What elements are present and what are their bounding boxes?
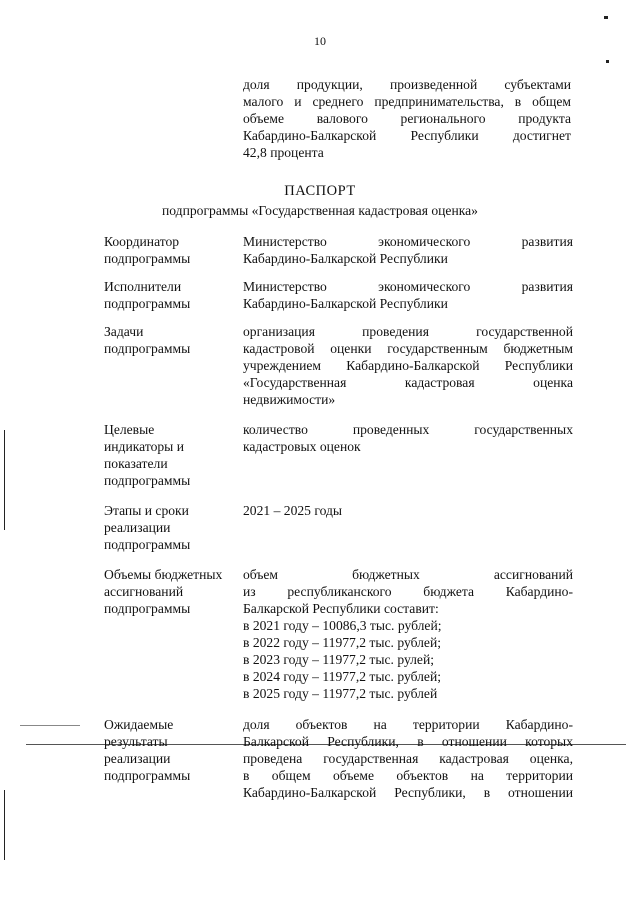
value-line: Балкарской Республики составит:	[243, 601, 439, 616]
label-line: показатели	[104, 456, 168, 471]
value-line: в 2021 году – 10086,3 тыс. рублей;	[243, 618, 442, 633]
scan-mark-left-edge	[4, 430, 5, 530]
label-line: ассигнований	[104, 584, 184, 599]
value-line: «Государственная кадастровая оценка	[243, 375, 573, 390]
row-label-executors	[104, 278, 244, 312]
value-line: 2021 – 2025 годы	[243, 503, 343, 518]
row-label-tasks	[104, 323, 244, 357]
label-line: подпрограммы	[104, 341, 191, 356]
row-label-indicators	[104, 421, 244, 489]
passport-subtitle: подпрограммы «Государственная кадастровая оценка»	[162, 203, 478, 218]
intro-line: доля продукции, произведенной субъектами	[243, 77, 571, 92]
value-line: кадастровых оценок	[243, 439, 361, 454]
label-line: подпрограммы	[104, 473, 191, 488]
value-line: организация проведения государственной	[243, 324, 573, 339]
value-line: Кабардино-Балкарской Республики, в отношении	[243, 785, 573, 800]
row-label-results	[104, 716, 244, 784]
row-value-results	[243, 716, 573, 801]
label-line: индикаторы и	[104, 439, 184, 454]
label-line: реализации	[104, 751, 171, 766]
value-line: в 2022 году – 11977,2 тыс. рублей;	[243, 635, 442, 650]
value-line: количество проведенных государственных	[243, 422, 573, 437]
value-line: Министерство экономического развития	[243, 234, 573, 249]
label-line: Ожидаемые	[104, 717, 174, 732]
passport-title: ПАСПОРТ	[284, 183, 356, 199]
value-line: Балкарской Республики, в отношении которых	[243, 734, 573, 749]
value-line: учреждением Кабардино-Балкарской Республики	[243, 358, 573, 373]
label-line: Объемы бюджетных	[104, 567, 223, 582]
value-line: в 2024 году – 11977,2 тыс. рублей;	[243, 669, 442, 684]
row-label-coordinator	[104, 233, 244, 267]
scan-mark-top-right	[604, 16, 608, 19]
value-line: Кабардино-Балкарской Республики	[243, 296, 448, 311]
label-line: Координатор	[104, 234, 180, 249]
row-value-budget	[243, 566, 573, 702]
scan-mark-top-right-2	[606, 60, 609, 63]
intro-line: малого и среднего предпринимательства, в общем	[243, 94, 571, 109]
label-line: Этапы и сроки	[104, 503, 189, 518]
value-line: проведена государственная кадастровая оценка,	[243, 751, 573, 766]
scan-mark-left-edge-2	[4, 790, 5, 860]
row-value-stages	[243, 502, 573, 519]
value-line: недвижимости»	[243, 392, 336, 407]
label-line: результаты	[104, 734, 168, 749]
label-line: подпрограммы	[104, 537, 191, 552]
row-value-executors	[243, 278, 573, 312]
value-line: в 2023 году – 11977,2 тыс. рулей;	[243, 652, 435, 667]
value-line: Министерство экономического развития	[243, 279, 573, 294]
value-line: в общем объеме объектов на территории	[243, 768, 573, 783]
label-line: реализации	[104, 520, 171, 535]
intro-paragraph	[243, 76, 571, 161]
row-label-budget	[104, 566, 244, 617]
label-line: Задачи	[104, 324, 144, 339]
value-line: кадастровой оценки государственным бюджетным	[243, 341, 573, 356]
page-number: 10	[314, 34, 326, 48]
row-value-coordinator	[243, 233, 573, 267]
row-label-stages	[104, 502, 244, 553]
label-line: подпрограммы	[104, 768, 191, 783]
label-line: Целевые	[104, 422, 155, 437]
label-line: подпрограммы	[104, 601, 191, 616]
value-line: в 2025 году – 11977,2 тыс. рублей	[243, 686, 438, 701]
intro-line: объеме валового регионального продукта	[243, 111, 571, 126]
row-value-indicators	[243, 421, 573, 455]
value-line: из республиканского бюджета Кабардино-	[243, 584, 573, 599]
value-line: Кабардино-Балкарской Республики	[243, 251, 448, 266]
row-value-tasks	[243, 323, 573, 408]
label-line: подпрограммы	[104, 251, 191, 266]
intro-line: Кабардино-Балкарской Республики достигнет	[243, 128, 571, 143]
scan-strike-line-2	[20, 725, 80, 726]
intro-line: 42,8 процента	[243, 145, 324, 160]
label-line: подпрограммы	[104, 296, 191, 311]
value-line: объем бюджетных ассигнований	[243, 567, 573, 582]
value-line: доля объектов на территории Кабардино-	[243, 717, 573, 732]
label-line: Исполнители	[104, 279, 182, 294]
